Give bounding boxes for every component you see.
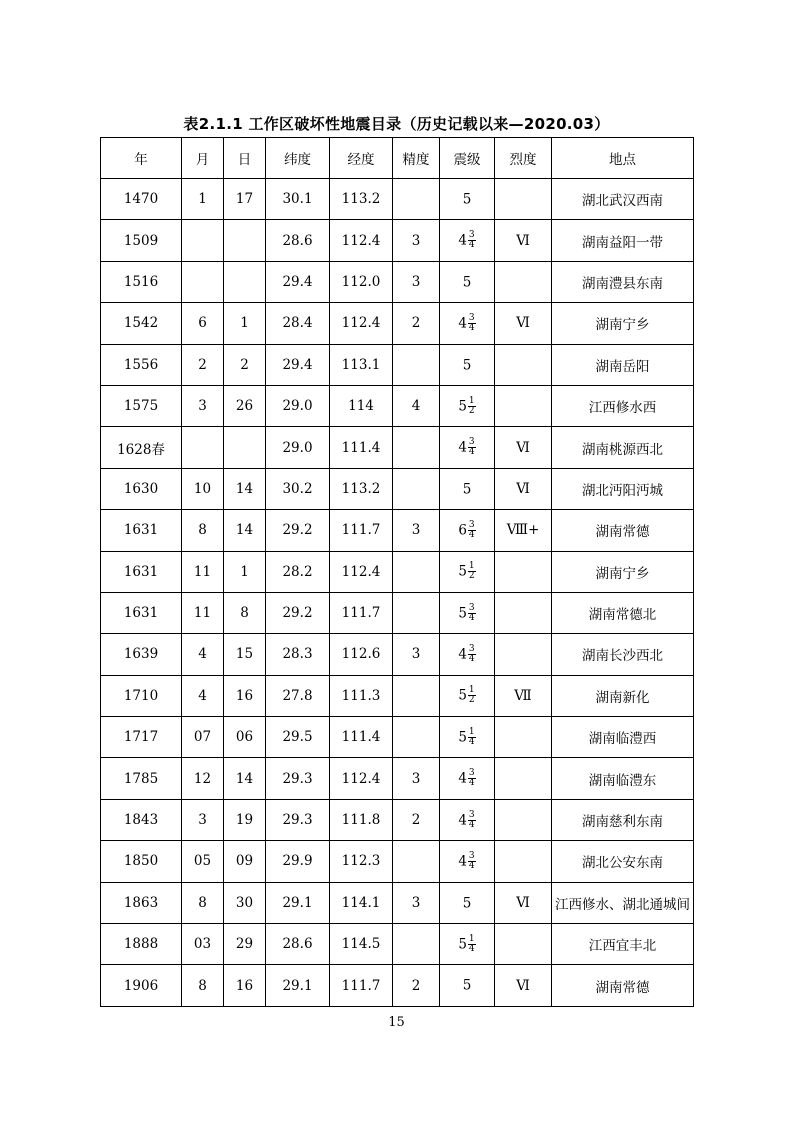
cell-year: 1888 [101, 924, 182, 965]
cell-precision [393, 717, 440, 758]
cell-intensity: Ⅵ [495, 965, 552, 1006]
cell-longitude: 112.4 [330, 220, 393, 261]
cell-location: 江西修水、湖北通城间 [552, 882, 694, 923]
cell-intensity [495, 261, 552, 302]
cell-day: 8 [224, 592, 266, 633]
table-row [101, 468, 694, 509]
cell-location: 湖南益阳一带 [552, 220, 694, 261]
magnitude-fraction [468, 728, 476, 747]
cell-month: 10 [182, 468, 224, 509]
cell-intensity [495, 634, 552, 675]
cell-precision [393, 841, 440, 882]
cell-year: 1628春 [101, 427, 182, 468]
cell-longitude: 112.4 [330, 551, 393, 592]
cell-month: 07 [182, 717, 224, 758]
table-row [101, 303, 694, 344]
cell-precision: 2 [393, 799, 440, 840]
cell-intensity [495, 179, 552, 220]
cell-day: 16 [224, 965, 266, 1006]
magnitude-whole: 5 [462, 481, 472, 498]
cell-month: 3 [182, 385, 224, 426]
table-row [101, 799, 694, 840]
header-precision: 精度 [393, 138, 440, 179]
cell-magnitude [440, 882, 495, 923]
table-row [101, 427, 694, 468]
cell-longitude: 113.1 [330, 344, 393, 385]
table-row [101, 551, 694, 592]
cell-precision [393, 551, 440, 592]
cell-longitude: 114 [330, 385, 393, 426]
cell-longitude: 113.2 [330, 179, 393, 220]
fraction-numerator: 1 [468, 395, 475, 406]
cell-day: 15 [224, 634, 266, 675]
cell-month: 8 [182, 510, 224, 551]
cell-day: 29 [224, 924, 266, 965]
cell-intensity [495, 717, 552, 758]
cell-longitude: 111.4 [330, 717, 393, 758]
table-row [101, 675, 694, 716]
cell-year: 1470 [101, 179, 182, 220]
fraction-denominator: 2 [468, 405, 475, 416]
cell-longitude: 114.5 [330, 924, 393, 965]
table-row [101, 592, 694, 633]
table-row [101, 344, 694, 385]
cell-day: 19 [224, 799, 266, 840]
cell-month: 4 [182, 634, 224, 675]
cell-year: 1631 [101, 510, 182, 551]
fraction-numerator: 3 [468, 809, 475, 820]
cell-month: 3 [182, 799, 224, 840]
cell-year: 1631 [101, 592, 182, 633]
cell-latitude: 28.6 [266, 220, 330, 261]
cell-day: 2 [224, 344, 266, 385]
cell-intensity [495, 592, 552, 633]
cell-latitude: 27.8 [266, 675, 330, 716]
cell-day: 26 [224, 385, 266, 426]
cell-precision [393, 179, 440, 220]
cell-day: 14 [224, 468, 266, 509]
header-intensity: 烈度 [495, 138, 552, 179]
cell-precision: 3 [393, 634, 440, 675]
magnitude-whole: 5 [462, 357, 472, 373]
header-longitude: 经度 [330, 138, 393, 179]
cell-magnitude [440, 261, 495, 302]
cell-location: 湖南宁乡 [552, 303, 694, 344]
cell-magnitude [440, 510, 495, 551]
magnitude-whole: 6 [458, 522, 467, 539]
cell-year: 1509 [101, 220, 182, 261]
magnitude-fraction [468, 686, 476, 705]
cell-magnitude [440, 551, 495, 592]
magnitude-fraction [468, 397, 476, 416]
cell-intensity [495, 924, 552, 965]
cell-year: 1639 [101, 634, 182, 675]
cell-latitude: 30.2 [266, 468, 330, 509]
cell-latitude: 29.2 [266, 510, 330, 551]
fraction-numerator: 3 [468, 230, 475, 241]
cell-location: 湖南常德北 [552, 592, 694, 633]
cell-month: 4 [182, 675, 224, 716]
table-row [101, 965, 694, 1006]
cell-magnitude [440, 303, 495, 344]
cell-intensity: Ⅵ [495, 220, 552, 261]
magnitude-fraction [468, 604, 476, 623]
cell-month [182, 427, 224, 468]
cell-magnitude [440, 592, 495, 633]
cell-year: 1710 [101, 675, 182, 716]
fraction-denominator: 4 [468, 529, 475, 540]
cell-precision [393, 344, 440, 385]
cell-intensity [495, 551, 552, 592]
fraction-denominator: 4 [468, 819, 475, 830]
cell-longitude: 113.2 [330, 468, 393, 509]
cell-intensity: Ⅵ [495, 882, 552, 923]
cell-longitude: 111.7 [330, 592, 393, 633]
cell-precision [393, 427, 440, 468]
fraction-numerator: 3 [468, 768, 475, 779]
cell-magnitude [440, 344, 495, 385]
cell-latitude: 29.3 [266, 758, 330, 799]
cell-year: 1906 [101, 965, 182, 1006]
cell-day: 14 [224, 510, 266, 551]
fraction-denominator: 4 [468, 447, 475, 458]
cell-magnitude [440, 179, 495, 220]
magnitude-whole: 4 [458, 812, 467, 829]
table-row [101, 261, 694, 302]
magnitude-whole: 5 [458, 729, 467, 746]
cell-latitude: 29.1 [266, 882, 330, 923]
magnitude-whole: 4 [458, 439, 467, 456]
cell-intensity [495, 799, 552, 840]
fraction-numerator: 1 [468, 933, 475, 944]
cell-month: 11 [182, 551, 224, 592]
cell-day [224, 220, 266, 261]
fraction-denominator: 4 [468, 778, 475, 789]
cell-magnitude [440, 385, 495, 426]
magnitude-whole: 5 [458, 687, 467, 704]
magnitude-fraction [468, 562, 476, 581]
fraction-numerator: 3 [468, 643, 475, 654]
cell-year: 1516 [101, 261, 182, 302]
fraction-numerator: 3 [468, 312, 475, 323]
fraction-denominator: 4 [468, 860, 475, 871]
fraction-denominator: 4 [468, 322, 475, 333]
cell-precision: 3 [393, 220, 440, 261]
cell-latitude: 28.3 [266, 634, 330, 675]
table-row [101, 220, 694, 261]
cell-latitude: 29.4 [266, 344, 330, 385]
magnitude-whole: 4 [458, 315, 467, 332]
magnitude-fraction [468, 314, 476, 333]
cell-latitude: 29.1 [266, 965, 330, 1006]
magnitude-fraction [468, 852, 476, 871]
magnitude-whole: 5 [458, 605, 467, 622]
cell-location: 湖南宁乡 [552, 551, 694, 592]
cell-intensity: Ⅵ [495, 303, 552, 344]
magnitude-whole: 4 [458, 770, 467, 787]
cell-day [224, 261, 266, 302]
cell-month: 11 [182, 592, 224, 633]
fraction-denominator: 4 [468, 736, 475, 747]
magnitude-whole: 4 [458, 646, 467, 663]
cell-precision: 3 [393, 510, 440, 551]
cell-location: 湖南常德 [552, 510, 694, 551]
cell-latitude: 29.9 [266, 841, 330, 882]
cell-magnitude [440, 427, 495, 468]
cell-year: 1717 [101, 717, 182, 758]
cell-latitude: 30.1 [266, 179, 330, 220]
fraction-denominator: 2 [468, 695, 475, 706]
cell-longitude: 111.3 [330, 675, 393, 716]
cell-location: 湖南桃源西北 [552, 427, 694, 468]
cell-longitude: 111.7 [330, 965, 393, 1006]
cell-intensity [495, 344, 552, 385]
fraction-numerator: 3 [468, 519, 475, 530]
cell-year: 1542 [101, 303, 182, 344]
cell-location: 湖北武汉西南 [552, 179, 694, 220]
cell-month: 6 [182, 303, 224, 344]
cell-day [224, 427, 266, 468]
header-year: 年 [101, 138, 182, 179]
table-row [101, 717, 694, 758]
table-row [101, 758, 694, 799]
cell-longitude: 112.3 [330, 841, 393, 882]
cell-month [182, 261, 224, 302]
cell-year: 1631 [101, 551, 182, 592]
cell-latitude: 29.3 [266, 799, 330, 840]
cell-location: 江西修水西 [552, 385, 694, 426]
cell-year: 1843 [101, 799, 182, 840]
cell-precision [393, 468, 440, 509]
earthquake-catalog-table [100, 137, 694, 1007]
cell-longitude: 112.4 [330, 758, 393, 799]
cell-year: 1556 [101, 344, 182, 385]
cell-intensity: Ⅵ [495, 427, 552, 468]
cell-month: 2 [182, 344, 224, 385]
cell-month [182, 220, 224, 261]
fraction-denominator: 4 [468, 943, 475, 954]
magnitude-fraction [468, 769, 476, 788]
cell-location: 湖南长沙西北 [552, 634, 694, 675]
cell-day: 17 [224, 179, 266, 220]
cell-latitude: 29.0 [266, 385, 330, 426]
fraction-denominator: 4 [468, 612, 475, 623]
header-latitude: 纬度 [266, 138, 330, 179]
table-row [101, 924, 694, 965]
cell-latitude: 29.4 [266, 261, 330, 302]
table-row [101, 882, 694, 923]
cell-location: 湖南岳阳 [552, 344, 694, 385]
cell-year: 1630 [101, 468, 182, 509]
cell-location: 湖南临澧东 [552, 758, 694, 799]
magnitude-fraction [468, 935, 476, 954]
cell-latitude: 29.5 [266, 717, 330, 758]
cell-longitude: 114.1 [330, 882, 393, 923]
page-number: 15 [388, 1015, 405, 1030]
cell-month: 05 [182, 841, 224, 882]
cell-location: 江西宜丰北 [552, 924, 694, 965]
cell-magnitude [440, 965, 495, 1006]
cell-month: 8 [182, 882, 224, 923]
fraction-denominator: 4 [468, 240, 475, 251]
magnitude-whole: 4 [458, 853, 467, 870]
cell-magnitude [440, 717, 495, 758]
table-row [101, 510, 694, 551]
cell-month: 8 [182, 965, 224, 1006]
cell-year: 1575 [101, 385, 182, 426]
table-caption: 表2.1.1 工作区破坏性地震目录（历史记载以来—2020.03） [183, 115, 610, 133]
cell-magnitude [440, 220, 495, 261]
cell-day: 14 [224, 758, 266, 799]
cell-precision: 3 [393, 882, 440, 923]
cell-magnitude [440, 841, 495, 882]
fraction-numerator: 1 [468, 685, 475, 696]
cell-magnitude [440, 799, 495, 840]
cell-day: 09 [224, 841, 266, 882]
fraction-numerator: 1 [468, 726, 475, 737]
header-month: 月 [182, 138, 224, 179]
header-location: 地点 [552, 138, 694, 179]
cell-precision [393, 675, 440, 716]
fraction-denominator: 4 [468, 653, 475, 664]
cell-location: 湖南新化 [552, 675, 694, 716]
cell-intensity [495, 385, 552, 426]
magnitude-fraction [468, 645, 476, 664]
cell-month: 03 [182, 924, 224, 965]
cell-location: 湖南临澧西 [552, 717, 694, 758]
cell-longitude: 112.4 [330, 303, 393, 344]
cell-location: 湖北公安东南 [552, 841, 694, 882]
cell-magnitude [440, 468, 495, 509]
cell-day: 1 [224, 551, 266, 592]
magnitude-whole: 5 [462, 895, 472, 912]
cell-magnitude [440, 758, 495, 799]
cell-longitude: 111.8 [330, 799, 393, 840]
magnitude-whole: 5 [462, 191, 472, 208]
cell-year: 1850 [101, 841, 182, 882]
magnitude-fraction [468, 438, 476, 457]
fraction-denominator: 2 [468, 571, 475, 582]
header-row [101, 138, 694, 179]
cell-intensity: Ⅷ+ [495, 510, 552, 551]
cell-precision: 2 [393, 303, 440, 344]
fraction-numerator: 3 [468, 850, 475, 861]
magnitude-whole: 4 [458, 232, 467, 249]
cell-magnitude [440, 675, 495, 716]
magnitude-fraction [468, 231, 476, 250]
fraction-numerator: 1 [468, 561, 475, 572]
cell-precision [393, 592, 440, 633]
cell-day: 1 [224, 303, 266, 344]
cell-precision: 4 [393, 385, 440, 426]
table-row [101, 841, 694, 882]
cell-intensity: Ⅶ [495, 675, 552, 716]
cell-magnitude [440, 634, 495, 675]
cell-location: 湖北沔阳沔城 [552, 468, 694, 509]
table-row [101, 179, 694, 220]
magnitude-fraction [468, 811, 476, 830]
cell-longitude: 111.4 [330, 427, 393, 468]
magnitude-whole: 5 [458, 936, 467, 953]
magnitude-whole: 5 [458, 563, 467, 580]
fraction-numerator: 3 [468, 437, 475, 448]
table-body [101, 179, 694, 1007]
cell-day: 30 [224, 882, 266, 923]
cell-latitude: 29.2 [266, 592, 330, 633]
cell-longitude: 111.7 [330, 510, 393, 551]
cell-month: 1 [182, 179, 224, 220]
magnitude-whole: 5 [462, 274, 472, 291]
cell-intensity: Ⅵ [495, 468, 552, 509]
magnitude-whole: 5 [458, 398, 467, 415]
cell-day: 06 [224, 717, 266, 758]
table-row [101, 634, 694, 675]
cell-location: 湖南常德 [552, 965, 694, 1006]
cell-precision: 3 [393, 758, 440, 799]
cell-longitude: 112.6 [330, 634, 393, 675]
cell-precision [393, 924, 440, 965]
cell-year: 1863 [101, 882, 182, 923]
header-magnitude: 震级 [440, 138, 495, 179]
cell-year: 1785 [101, 758, 182, 799]
fraction-numerator: 3 [468, 602, 475, 613]
table-row [101, 385, 694, 426]
cell-intensity [495, 841, 552, 882]
header-day: 日 [224, 138, 266, 179]
magnitude-fraction [468, 521, 476, 540]
cell-location: 湖南慈利东南 [552, 799, 694, 840]
cell-latitude: 28.6 [266, 924, 330, 965]
cell-latitude: 29.0 [266, 427, 330, 468]
cell-month: 12 [182, 758, 224, 799]
cell-longitude: 112.0 [330, 261, 393, 302]
cell-magnitude [440, 924, 495, 965]
magnitude-whole: 5 [462, 977, 472, 994]
cell-latitude: 28.4 [266, 303, 330, 344]
cell-intensity [495, 758, 552, 799]
cell-day: 16 [224, 675, 266, 716]
cell-location: 湖南澧县东南 [552, 261, 694, 302]
cell-latitude: 28.2 [266, 551, 330, 592]
cell-precision: 3 [393, 261, 440, 302]
cell-precision: 2 [393, 965, 440, 1006]
